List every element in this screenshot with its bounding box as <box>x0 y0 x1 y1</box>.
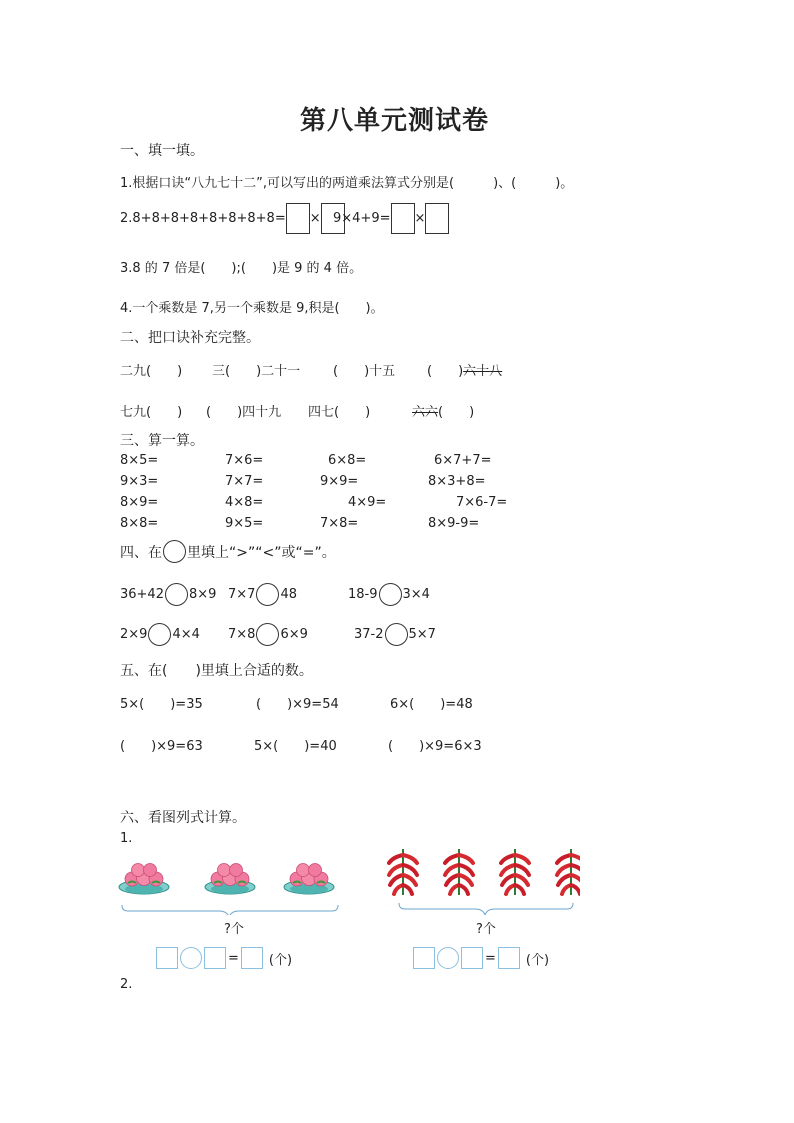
question-1-2 <box>120 203 345 234</box>
compare-item <box>348 583 430 606</box>
calc-item: 8×5= <box>120 453 159 468</box>
brace-icon <box>122 905 338 915</box>
compare-right: 8×9 <box>188 587 217 602</box>
compare-circle[interactable] <box>148 623 171 646</box>
compare-circle[interactable] <box>379 583 402 606</box>
rhyme-item: ( )十五 <box>333 364 396 379</box>
answer-box[interactable] <box>461 947 483 969</box>
question-1-3: 3.8 的 7 倍是( );( )是 9 的 4 倍。 <box>120 261 363 276</box>
compare-left: 36+42 <box>120 587 164 602</box>
peach-bowl <box>205 864 255 895</box>
section-1-heading: 一、填一填。 <box>120 143 204 159</box>
answer-box[interactable] <box>204 947 226 969</box>
answer-box[interactable] <box>413 947 435 969</box>
peach-bowl <box>284 864 334 895</box>
question-label: ?个 <box>476 922 496 937</box>
problem-number: 2. <box>120 977 133 992</box>
compare-circle[interactable] <box>256 623 279 646</box>
compare-left: 7×8 <box>228 627 256 642</box>
calc-item: 7×6-7= <box>456 495 508 510</box>
section-5-heading: 五、在( )里填上合适的数。 <box>120 663 313 679</box>
unit-label: (个) <box>525 952 550 968</box>
calc-item: 7×8= <box>320 516 359 531</box>
compare-item <box>228 583 297 606</box>
rhyme-blank: ( ) <box>427 364 464 379</box>
rhyme-item: 三( )二十一 <box>212 364 301 379</box>
peach-bowls-illustration <box>118 855 344 915</box>
rhyme-blank: ( ) <box>438 405 475 420</box>
chili-bunch <box>557 849 580 895</box>
equation-template <box>413 947 549 969</box>
page-title: 第八单元测试卷 <box>300 106 490 136</box>
answer-box[interactable] <box>498 947 520 969</box>
calc-item: 8×9-9= <box>428 516 480 531</box>
question-1-1: 1.根据口诀“八九七十二”,可以写出的两道乘法算式分别是( )、( )。 <box>120 176 574 191</box>
rhyme-item <box>412 401 474 420</box>
struck-text: 六十八 <box>463 364 503 379</box>
answer-box[interactable] <box>241 947 263 969</box>
times-sign: × <box>414 211 426 226</box>
calc-item: 4×8= <box>225 495 264 510</box>
rhyme-item: 二九( ) <box>120 364 183 379</box>
compare-left: 2×9 <box>120 627 148 642</box>
heading-part: 里填上“>”“<”或“=”。 <box>187 544 336 561</box>
section-2-heading: 二、把口诀补充完整。 <box>120 330 260 346</box>
compare-right: 6×9 <box>280 627 308 642</box>
compare-circle[interactable] <box>385 623 408 646</box>
circle-icon <box>163 540 186 563</box>
calc-item: 8×8= <box>120 516 159 531</box>
answer-box[interactable] <box>286 203 310 234</box>
struck-text: 六六 <box>412 405 439 420</box>
compare-item <box>120 583 216 606</box>
fill-item: ( )×9=6×3 <box>388 739 482 754</box>
rhyme-item: 七九( ) <box>120 405 183 420</box>
rhyme-item: ( )四十九 <box>206 405 282 420</box>
chili-illustration <box>385 843 580 915</box>
compare-left: 7×7 <box>228 587 256 602</box>
calc-item: 8×3+8= <box>428 474 486 489</box>
calc-item: 4×9= <box>348 495 387 510</box>
section-4-heading <box>120 540 336 563</box>
section-6-heading: 六、看图列式计算。 <box>120 810 246 826</box>
heading-part: 四、在 <box>120 544 162 561</box>
q2-right-expression: 9×4+9= <box>333 211 391 226</box>
answer-box[interactable] <box>156 947 178 969</box>
question-1-2b <box>333 203 449 234</box>
equals-sign: = <box>485 950 496 966</box>
fill-item: ( )×9=63 <box>120 739 203 754</box>
fill-item: 5×( )=35 <box>120 697 203 712</box>
rhyme-item <box>427 360 502 379</box>
answer-box[interactable] <box>425 203 449 234</box>
compare-right: 48 <box>280 587 297 602</box>
question-1-4: 4.一个乘数是 7,另一个乘数是 9,积是( )。 <box>120 301 384 316</box>
fill-item: 6×( )=48 <box>390 697 473 712</box>
chili-bunch <box>389 849 417 895</box>
question-label: ?个 <box>224 922 244 937</box>
equation-template <box>156 947 292 969</box>
equals-sign: = <box>228 950 239 966</box>
brace-icon <box>399 903 573 915</box>
calc-item: 9×3= <box>120 474 159 489</box>
problem-number: 1. <box>120 831 133 846</box>
compare-item <box>228 623 308 646</box>
peach-bowl <box>119 864 169 895</box>
answer-box[interactable] <box>391 203 415 234</box>
calc-item: 9×5= <box>225 516 264 531</box>
section-3-heading: 三、算一算。 <box>120 433 204 449</box>
calc-item: 7×7= <box>225 474 264 489</box>
compare-right: 3×4 <box>402 587 430 602</box>
compare-circle[interactable] <box>256 583 279 606</box>
fill-item: 5×( )=40 <box>254 739 337 754</box>
calc-item: 6×8= <box>328 453 367 468</box>
compare-right: 5×7 <box>408 627 436 642</box>
rhyme-item: 四七( ) <box>308 405 371 420</box>
compare-right: 4×4 <box>172 627 200 642</box>
operator-circle[interactable] <box>437 947 459 969</box>
q2-left-expression: 2.8+8+8+8+8+8+8+8= <box>120 211 286 226</box>
fill-item: ( )×9=54 <box>256 697 339 712</box>
calc-item: 7×6= <box>225 453 264 468</box>
chili-bunch <box>501 849 529 895</box>
times-sign: × <box>309 211 321 226</box>
compare-item <box>354 623 436 646</box>
operator-circle[interactable] <box>180 947 202 969</box>
calc-item: 8×9= <box>120 495 159 510</box>
chili-bunch <box>445 849 473 895</box>
compare-circle[interactable] <box>165 583 188 606</box>
calc-item: 9×9= <box>320 474 359 489</box>
compare-left: 18-9 <box>348 587 378 602</box>
unit-label: (个) <box>268 952 293 968</box>
compare-item <box>120 623 200 646</box>
compare-left: 37-2 <box>354 627 384 642</box>
calc-item: 6×7+7= <box>434 453 492 468</box>
